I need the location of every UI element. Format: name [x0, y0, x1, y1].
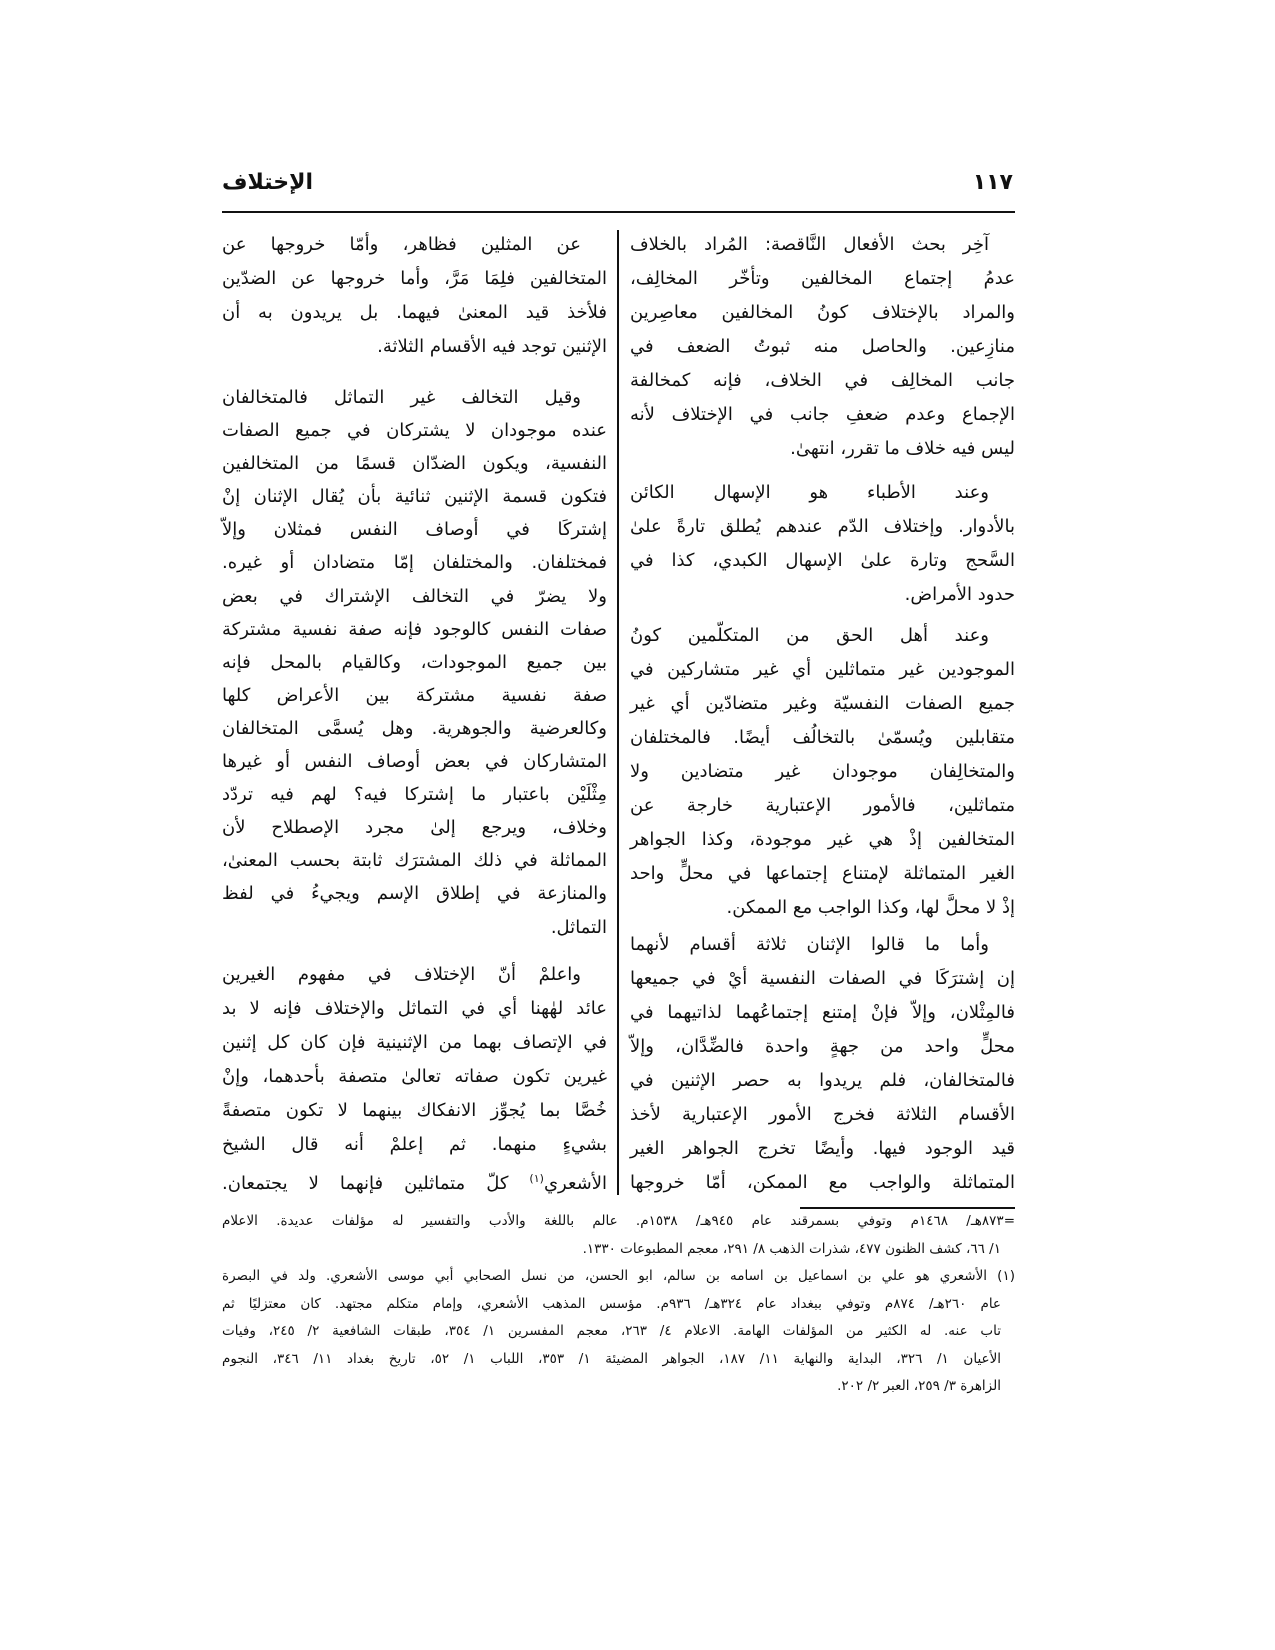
left-paragraph-1 [222, 228, 607, 364]
text-line: واعلمْ أنّ الإختلاف في مفهوم الغيرين [222, 964, 581, 985]
text-line: مِثْلَيْن باعتبار ما إشتركا فيه؟ لهم فيه تردّد [222, 784, 607, 806]
text-line: وقيل التخالف غير التماثل فالمتخالفان [222, 387, 581, 408]
text-line: متماثلين، فالأمور الإعتبارية خارجة عن [630, 795, 1015, 816]
text-line: إذْ لا محلَّ لها، وكذا الواجب مع الممكن. [726, 897, 1015, 918]
text-line: صفات النفس كالوجود فإنه صفة نفسية مشتركة [222, 618, 607, 640]
text-line: ولا يضرّ في التخالف الإشتراك في بعض [222, 585, 607, 607]
text-line: حدود الأمراض. [904, 584, 1015, 605]
text-line: عنده موجودان لا يشتركان في جميع الصفات [222, 420, 607, 442]
text-line: فلأخذ قيد المعنىٰ فيهما. بل يريدون به أن [222, 302, 607, 323]
text-line: وخلاف، ويرجع إلىٰ مجرد الإصطلاح لأن [222, 817, 607, 839]
text-line: قيد الوجود فيها. وأيضًا تخرج الجواهر الغير [630, 1138, 1015, 1159]
text-line: والمنازعة في إطلاق الإسم ويجيءُ في لفظ [222, 883, 607, 905]
right-paragraph-3 [630, 619, 1015, 925]
footnote-line: ١/ ٦٦، كشف الظنون ٤٧٧، شذرات الذهب ٨/ ٢٩١، معجم المطبوعات ١٣٣٠. [582, 1240, 1001, 1257]
right-paragraph-2 [630, 476, 1015, 612]
text-line: منازِعين. والحاصل منه ثبوتُ الضعف في [630, 336, 1015, 357]
footnote-line: الأعيان ١/ ٣٢٦، البداية والنهاية ١١/ ١٨٧، الجواهر المضيئة ١/ ٣٥٣، اللباب ١/ ٥٢، تاريخ بغداد ١١/ ٣٤٦، النجوم [222, 1350, 1002, 1367]
left-paragraph-2 [222, 381, 607, 944]
footnote-line: تاب عنه. له الكثير من المؤلفات الهامة. الاعلام ٤/ ٢٦٣، معجم المفسرين ١/ ٣٥٤، طبقات الشافعية ٢/ ٢٤٥، وفيات [222, 1323, 1001, 1339]
text-line: المتخالفين إذْ هي غير موجودة، وكذا الجواهر [630, 829, 1015, 850]
text-line: بين جميع الموجودات، وكالقيام بالمحل فإنه [222, 651, 607, 673]
text-line: متقابلين ويُسمّىٰ بالتخالُف أيضًا. فالمختلفان [630, 727, 1015, 748]
running-head-title: الإختلاف [222, 170, 314, 195]
text-line: الأقسام الثلاثة فخرج الأمور الإعتبارية لأخذ [630, 1104, 1015, 1125]
header-rule [222, 211, 1015, 213]
text-line: عن المثلين فظاهر، وأمّا خروجها عن [222, 234, 581, 255]
footnote-line: الزاهرة ٣/ ٢٥٩، العبر ٢/ ٢٠٢. [837, 1378, 1001, 1394]
text-line: والمتخالِفان موجودان غير متضادين ولا [630, 761, 1015, 782]
text-line: جميع الصفات النفسيّة وغير متضادّين أي غير [630, 693, 1015, 714]
text-line: إشتركَا في أوصاف النفس فمثلان وإلاّ [222, 519, 607, 541]
text-line: خُصَّا بما يُجوِّز الانفكاك بينهما لا تكون متصفةً [222, 1100, 607, 1121]
text-line: وأما ما قالوا الإثنان ثلاثة أقسام لأنهما [630, 934, 989, 955]
text-fragment: الأشعري [543, 1173, 607, 1194]
footnote-marker[interactable]: (١) [529, 1172, 544, 1185]
text-line: المتماثلة والواجب مع الممكن، أمّا خروجها [630, 1172, 1015, 1193]
text-line [222, 1162, 607, 1196]
text-line: فتكون قسمة الإثنين ثنائية بأن يُقال الإثنان إنْ [222, 486, 607, 508]
right-paragraph-1 [630, 228, 1015, 466]
footnote-line: =٨٧٣هـ/ ١٤٦٨م وتوفي بسمرقند عام ٩٤٥هـ/ ١٥٣٨م. عالم باللغة والأدب والتفسير له مؤلفات عديدة. الاعلام [222, 1213, 1015, 1229]
text-line: عدمُ إجتماع المخالفين وتأخّر المخالِف، [630, 268, 1015, 289]
text-line: فالمتخالفان، فلم يريدوا به حصر الإثنين في [630, 1070, 1015, 1091]
text-line: ليس فيه خلاف ما تقرر، انتهىٰ. [790, 438, 1015, 459]
footnote-line: (١) الأشعري هو علي بن اسماعيل بن اسامه بن سالم، ابو الحسن، من نسل الصحابي أبي موسى الأشعري. ولد في البصرة [222, 1268, 1015, 1284]
text-line: الإجماع وعدم ضعفِ جانب في الإختلاف لأنه [630, 404, 1015, 425]
text-line: جانب المخالِف في الخلاف، فإنه كمخالفة [630, 370, 1015, 391]
column-divider [617, 230, 619, 1195]
text-line: وعند أهل الحق من المتكلّمين كونُ [630, 625, 989, 646]
text-line: الموجودين غير متماثلين أي غير متشاركين في [630, 659, 1015, 680]
text-line: صفة نفسية مشتركة بين الأعراض كلها [222, 684, 607, 706]
text-line: الإثنين توجد فيه الأقسام الثلاثة. [377, 336, 607, 357]
text-line: الغير المتماثلة لإمتناع إجتماعها في محلٍّ واحد [630, 863, 1015, 884]
text-line: السَّحج وتارة علىٰ الإسهال الكبدي، كذا في [630, 550, 1015, 571]
text-line: بشيءٍ منهما. ثم إعلمْ أنه قال الشيخ [222, 1134, 607, 1155]
text-line: المماثلة في ذلك المشترَك ثابتة بحسب المعنىٰ، [222, 850, 607, 872]
text-fragment: كلّ متماثلين فإنهما لا يجتمعان. [222, 1173, 530, 1194]
text-line: وكالعرضية والجوهرية. وهل يُسمَّى المتخالفان [222, 717, 607, 739]
text-line: المتشاركان في بعض أوصاف النفس أو غيرها [222, 751, 607, 773]
text-line: المتخالفين فلِمَا مَرَّ، وأما خروجها عن الضدّين [222, 268, 607, 289]
text-line: فالمِثْلان، وإلاّ فإنْ إمتنع إجتماعُهما لذاتيهما في [630, 1002, 1015, 1023]
footnote-line: عام ٢٦٠هـ/ ٨٧٤م وتوفي ببغداد عام ٣٢٤هـ/ ٩٣٦م. مؤسس المذهب الأشعري، وإمام متكلم مجتهد. كان معتزليًا ثم [222, 1295, 1001, 1312]
text-line: فمختلفان. والمختلفان إمّا متضادان أو غيره. [222, 552, 607, 574]
text-line: عائد لهٰهنا أي في التماثل والإختلاف فإنه لا بد [222, 998, 607, 1019]
text-line: النفسية، ويكون الضدّان قسمًا من المتخالفين [222, 453, 607, 475]
text-line: والمراد بالإختلاف كونُ المخالفين معاصِرين [630, 302, 1015, 323]
text-line: آخِر بحث الأفعال النَّاقصة: المُراد بالخلاف [630, 234, 989, 255]
right-paragraph-4 [630, 928, 1015, 1200]
page-number: ١١٧ [972, 170, 1013, 195]
text-line: في الإتصاف بهما من الإثنينية فإن كان كل إثنين [222, 1032, 607, 1053]
footnotes [222, 1208, 1015, 1401]
left-paragraph-3 [222, 958, 607, 1196]
text-line: غيرين تكون صفاته تعالىٰ متصفة بأحدهما، وإنْ [222, 1066, 607, 1087]
text-line: إن إشترَكَا في الصفات النفسية أيْ في جميعها [630, 968, 1015, 989]
text-line: وعند الأطباء هو الإسهال الكائن [630, 482, 989, 503]
text-line: بالأدوار. وإختلاف الدّم عندهم يُطلق تارةً علىٰ [630, 516, 1015, 537]
text-line: التماثل. [550, 916, 607, 938]
text-line: محلٍّ واحد من جهةٍ واحدة فالضِّدَّان، وإلاّ [630, 1036, 1015, 1057]
